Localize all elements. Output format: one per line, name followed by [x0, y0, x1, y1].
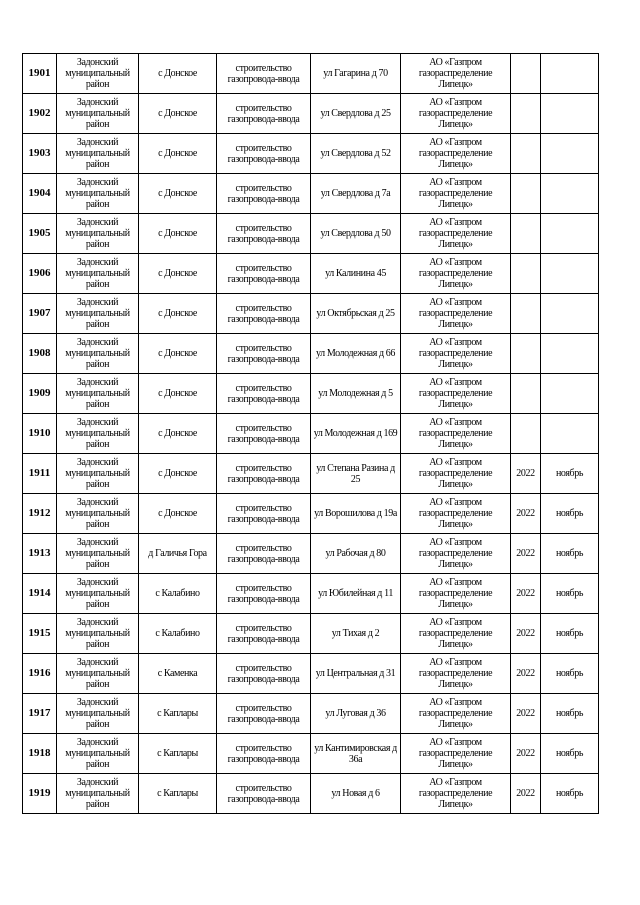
- table-row: [23, 374, 599, 414]
- organization-cell: АО «Газпром газораспределение Липецк»: [401, 574, 511, 614]
- row-number: 1912: [23, 494, 57, 534]
- locality-cell: с Донское: [139, 214, 217, 254]
- address-cell: ул Молодежная д 169: [311, 414, 401, 454]
- table-row: [23, 54, 599, 94]
- address-cell: ул Свердлова д 25: [311, 94, 401, 134]
- district-cell: Задонский муниципальный район: [57, 614, 139, 654]
- work-type-cell: строительство газопровода-ввода: [217, 334, 311, 374]
- address-cell: ул Свердлова д 50: [311, 214, 401, 254]
- year-cell: [511, 54, 541, 94]
- district-cell: Задонский муниципальный район: [57, 174, 139, 214]
- address-cell: ул Калинина 45: [311, 254, 401, 294]
- district-cell: Задонский муниципальный район: [57, 454, 139, 494]
- work-type-cell: строительство газопровода-ввода: [217, 774, 311, 814]
- organization-cell: АО «Газпром газораспределение Липецк»: [401, 614, 511, 654]
- work-type-cell: строительство газопровода-ввода: [217, 694, 311, 734]
- work-type-cell: строительство газопровода-ввода: [217, 574, 311, 614]
- locality-cell: с Донское: [139, 334, 217, 374]
- organization-cell: АО «Газпром газораспределение Липецк»: [401, 654, 511, 694]
- year-cell: 2022: [511, 614, 541, 654]
- table-row: [23, 214, 599, 254]
- year-cell: 2022: [511, 694, 541, 734]
- locality-cell: с Каплары: [139, 734, 217, 774]
- month-cell: [541, 254, 599, 294]
- organization-cell: АО «Газпром газораспределение Липецк»: [401, 174, 511, 214]
- district-cell: Задонский муниципальный район: [57, 214, 139, 254]
- address-cell: ул Центральная д 31: [311, 654, 401, 694]
- locality-cell: с Донское: [139, 134, 217, 174]
- locality-cell: с Донское: [139, 494, 217, 534]
- work-type-cell: строительство газопровода-ввода: [217, 134, 311, 174]
- year-cell: 2022: [511, 534, 541, 574]
- locality-cell: д Галичья Гора: [139, 534, 217, 574]
- month-cell: [541, 134, 599, 174]
- month-cell: [541, 414, 599, 454]
- table-body: [23, 54, 599, 814]
- address-cell: ул Новая д 6: [311, 774, 401, 814]
- address-cell: ул Тихая д 2: [311, 614, 401, 654]
- year-cell: 2022: [511, 494, 541, 534]
- work-type-cell: строительство газопровода-ввода: [217, 654, 311, 694]
- month-cell: ноябрь: [541, 614, 599, 654]
- address-cell: ул Молодежная д 5: [311, 374, 401, 414]
- organization-cell: АО «Газпром газораспределение Липецк»: [401, 534, 511, 574]
- year-cell: [511, 174, 541, 214]
- month-cell: [541, 374, 599, 414]
- row-number: 1906: [23, 254, 57, 294]
- work-type-cell: строительство газопровода-ввода: [217, 214, 311, 254]
- address-cell: ул Свердлова д 52: [311, 134, 401, 174]
- address-cell: ул Молодежная д 66: [311, 334, 401, 374]
- district-cell: Задонский муниципальный район: [57, 774, 139, 814]
- row-number: 1914: [23, 574, 57, 614]
- table-row: [23, 534, 599, 574]
- organization-cell: АО «Газпром газораспределение Липецк»: [401, 254, 511, 294]
- organization-cell: АО «Газпром газораспределение Липецк»: [401, 214, 511, 254]
- work-type-cell: строительство газопровода-ввода: [217, 454, 311, 494]
- year-cell: [511, 254, 541, 294]
- year-cell: [511, 334, 541, 374]
- month-cell: ноябрь: [541, 694, 599, 734]
- month-cell: [541, 334, 599, 374]
- row-number: 1910: [23, 414, 57, 454]
- organization-cell: АО «Газпром газораспределение Липецк»: [401, 294, 511, 334]
- work-type-cell: строительство газопровода-ввода: [217, 614, 311, 654]
- year-cell: [511, 94, 541, 134]
- district-cell: Задонский муниципальный район: [57, 374, 139, 414]
- locality-cell: с Каплары: [139, 774, 217, 814]
- address-cell: ул Гагарина д 70: [311, 54, 401, 94]
- month-cell: ноябрь: [541, 494, 599, 534]
- address-cell: ул Луговая д 36: [311, 694, 401, 734]
- address-cell: ул Свердлова д 7а: [311, 174, 401, 214]
- locality-cell: с Донское: [139, 174, 217, 214]
- work-type-cell: строительство газопровода-ввода: [217, 734, 311, 774]
- locality-cell: с Донское: [139, 374, 217, 414]
- table-row: [23, 414, 599, 454]
- month-cell: [541, 294, 599, 334]
- locality-cell: с Калабино: [139, 614, 217, 654]
- month-cell: [541, 214, 599, 254]
- district-cell: Задонский муниципальный район: [57, 414, 139, 454]
- locality-cell: с Донское: [139, 54, 217, 94]
- row-number: 1908: [23, 334, 57, 374]
- table-row: [23, 494, 599, 534]
- row-number: 1916: [23, 654, 57, 694]
- year-cell: [511, 134, 541, 174]
- month-cell: ноябрь: [541, 454, 599, 494]
- table-row: [23, 294, 599, 334]
- work-type-cell: строительство газопровода-ввода: [217, 374, 311, 414]
- row-number: 1911: [23, 454, 57, 494]
- year-cell: [511, 374, 541, 414]
- address-cell: ул Ворошилова д 19а: [311, 494, 401, 534]
- work-type-cell: строительство газопровода-ввода: [217, 494, 311, 534]
- district-cell: Задонский муниципальный район: [57, 294, 139, 334]
- district-cell: Задонский муниципальный район: [57, 494, 139, 534]
- district-cell: Задонский муниципальный район: [57, 574, 139, 614]
- district-cell: Задонский муниципальный район: [57, 534, 139, 574]
- work-type-cell: строительство газопровода-ввода: [217, 94, 311, 134]
- organization-cell: АО «Газпром газораспределение Липецк»: [401, 374, 511, 414]
- district-cell: Задонский муниципальный район: [57, 94, 139, 134]
- organization-cell: АО «Газпром газораспределение Липецк»: [401, 334, 511, 374]
- year-cell: 2022: [511, 774, 541, 814]
- locality-cell: с Донское: [139, 414, 217, 454]
- row-number: 1919: [23, 774, 57, 814]
- work-type-cell: строительство газопровода-ввода: [217, 174, 311, 214]
- month-cell: ноябрь: [541, 534, 599, 574]
- table-row: [23, 94, 599, 134]
- year-cell: 2022: [511, 574, 541, 614]
- locality-cell: с Калабино: [139, 574, 217, 614]
- address-cell: ул Юбилейная д 11: [311, 574, 401, 614]
- row-number: 1907: [23, 294, 57, 334]
- work-type-cell: строительство газопровода-ввода: [217, 54, 311, 94]
- row-number: 1903: [23, 134, 57, 174]
- district-cell: Задонский муниципальный район: [57, 694, 139, 734]
- row-number: 1902: [23, 94, 57, 134]
- organization-cell: АО «Газпром газораспределение Липецк»: [401, 494, 511, 534]
- organization-cell: АО «Газпром газораспределение Липецк»: [401, 54, 511, 94]
- locality-cell: с Каменка: [139, 654, 217, 694]
- address-cell: ул Рабочая д 80: [311, 534, 401, 574]
- table-row: [23, 454, 599, 494]
- district-cell: Задонский муниципальный район: [57, 334, 139, 374]
- row-number: 1917: [23, 694, 57, 734]
- locality-cell: с Каплары: [139, 694, 217, 734]
- month-cell: ноябрь: [541, 774, 599, 814]
- work-type-cell: строительство газопровода-ввода: [217, 534, 311, 574]
- table-row: [23, 574, 599, 614]
- locality-cell: с Донское: [139, 294, 217, 334]
- organization-cell: АО «Газпром газораспределение Липецк»: [401, 734, 511, 774]
- organization-cell: АО «Газпром газораспределение Липецк»: [401, 694, 511, 734]
- month-cell: ноябрь: [541, 574, 599, 614]
- table-row: [23, 694, 599, 734]
- district-cell: Задонский муниципальный район: [57, 254, 139, 294]
- row-number: 1913: [23, 534, 57, 574]
- district-cell: Задонский муниципальный район: [57, 734, 139, 774]
- table-row: [23, 174, 599, 214]
- month-cell: ноябрь: [541, 734, 599, 774]
- district-cell: Задонский муниципальный район: [57, 654, 139, 694]
- table-row: [23, 734, 599, 774]
- table-row: [23, 654, 599, 694]
- table-row: [23, 774, 599, 814]
- year-cell: 2022: [511, 654, 541, 694]
- work-type-cell: строительство газопровода-ввода: [217, 414, 311, 454]
- organization-cell: АО «Газпром газораспределение Липецк»: [401, 774, 511, 814]
- locality-cell: с Донское: [139, 254, 217, 294]
- table-row: [23, 134, 599, 174]
- year-cell: [511, 294, 541, 334]
- address-cell: ул Октябрьская д 25: [311, 294, 401, 334]
- row-number: 1901: [23, 54, 57, 94]
- month-cell: ноябрь: [541, 654, 599, 694]
- month-cell: [541, 54, 599, 94]
- row-number: 1909: [23, 374, 57, 414]
- row-number: 1904: [23, 174, 57, 214]
- work-type-cell: строительство газопровода-ввода: [217, 294, 311, 334]
- year-cell: [511, 214, 541, 254]
- gasification-table: [22, 53, 599, 814]
- organization-cell: АО «Газпром газораспределение Липецк»: [401, 454, 511, 494]
- district-cell: Задонский муниципальный район: [57, 134, 139, 174]
- locality-cell: с Донское: [139, 454, 217, 494]
- month-cell: [541, 94, 599, 134]
- organization-cell: АО «Газпром газораспределение Липецк»: [401, 414, 511, 454]
- row-number: 1905: [23, 214, 57, 254]
- table-row: [23, 254, 599, 294]
- row-number: 1915: [23, 614, 57, 654]
- district-cell: Задонский муниципальный район: [57, 54, 139, 94]
- month-cell: [541, 174, 599, 214]
- organization-cell: АО «Газпром газораспределение Липецк»: [401, 134, 511, 174]
- year-cell: 2022: [511, 734, 541, 774]
- table-row: [23, 614, 599, 654]
- organization-cell: АО «Газпром газораспределение Липецк»: [401, 94, 511, 134]
- row-number: 1918: [23, 734, 57, 774]
- year-cell: 2022: [511, 454, 541, 494]
- address-cell: ул Степана Разина д 25: [311, 454, 401, 494]
- table-row: [23, 334, 599, 374]
- work-type-cell: строительство газопровода-ввода: [217, 254, 311, 294]
- year-cell: [511, 414, 541, 454]
- locality-cell: с Донское: [139, 94, 217, 134]
- address-cell: ул Кантимировская д 36а: [311, 734, 401, 774]
